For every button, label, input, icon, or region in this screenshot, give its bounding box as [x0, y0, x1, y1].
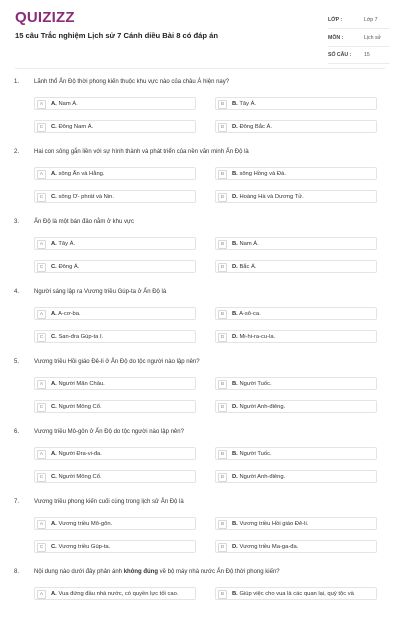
- answer-option-d[interactable]: [215, 190, 377, 203]
- option-text: [232, 544, 298, 550]
- question-text: Lãnh thổ Ấn Độ thời phong kiến thuộc khu vực nào của châu Á hiện nay?: [34, 79, 230, 85]
- question-number: 7.: [14, 499, 20, 505]
- option-text: [232, 194, 304, 200]
- answer-option-d[interactable]: [215, 400, 377, 413]
- meta-value: Lịch sử: [364, 34, 382, 41]
- option-text: [232, 521, 308, 527]
- meta-label: SỐ CÂU :: [328, 52, 352, 59]
- option-prefix: A.: [51, 101, 57, 107]
- answer-option-c[interactable]: [34, 470, 196, 483]
- option-letter-box: D: [218, 123, 227, 132]
- answer-option-d[interactable]: [215, 260, 377, 273]
- option-text: [232, 474, 285, 480]
- option-letter-box: D: [218, 403, 227, 412]
- option-value: Tây Á.: [58, 241, 76, 247]
- option-value: San-đra Gúp-ta I.: [58, 334, 104, 340]
- option-value: sông Ấn và Hằng.: [58, 171, 105, 177]
- question-number: 8.: [14, 569, 20, 575]
- question-text: Người sáng lập ra Vương triều Gúp-ta ở Ấn Độ là: [34, 289, 167, 295]
- option-value: Người Mông Cổ.: [58, 404, 102, 410]
- option-letter-box: A: [37, 100, 46, 109]
- answer-option-a[interactable]: [34, 237, 196, 250]
- meta-row-subject: [328, 32, 390, 47]
- option-prefix: A.: [51, 521, 57, 527]
- option-letter-box: B: [218, 380, 227, 389]
- option-prefix: C.: [51, 124, 57, 130]
- option-letter-box: D: [218, 473, 227, 482]
- option-letter-box: A: [37, 380, 46, 389]
- option-value: Người Tuốc.: [239, 381, 272, 387]
- question-number: 6.: [14, 429, 20, 435]
- question-item: [0, 496, 400, 566]
- option-text: [232, 591, 354, 597]
- option-letter-box: B: [218, 100, 227, 109]
- option-letter-box: B: [218, 170, 227, 179]
- option-letter-box: A: [37, 590, 46, 599]
- quizizz-logo[interactable]: QUIZIZZ: [15, 9, 75, 26]
- option-letter-box: A: [37, 310, 46, 319]
- option-prefix: B.: [232, 521, 238, 527]
- option-text: [51, 241, 75, 247]
- answer-option-b[interactable]: [215, 167, 377, 180]
- question-text-part: về bộ máy nhà nước Ấn Độ thời phong kiến?: [158, 569, 280, 575]
- question-text: Vương triều Mô-gôn ở Ấn Độ do tộc người nào lập nên?: [34, 429, 184, 435]
- answer-option-a[interactable]: [34, 97, 196, 110]
- option-value: Vương triều Hồi giáo Đê-li.: [239, 521, 309, 527]
- option-prefix: C.: [51, 334, 57, 340]
- option-value: Mi-hi-ra-cu-la.: [239, 334, 276, 340]
- option-letter-box: D: [218, 263, 227, 272]
- question-item: [0, 216, 400, 286]
- header-divider: [15, 68, 385, 69]
- option-text: [51, 521, 112, 527]
- option-value: sông Ơ- phrát và Nin.: [58, 194, 114, 200]
- option-letter-box: C: [37, 333, 46, 342]
- answer-option-d[interactable]: [215, 120, 377, 133]
- option-letter-box: D: [218, 543, 227, 552]
- option-text: [51, 101, 78, 107]
- option-value: Người Anh-điêng.: [239, 474, 286, 480]
- option-prefix: C.: [51, 544, 57, 550]
- worksheet-header: [0, 0, 400, 68]
- option-prefix: C.: [51, 264, 57, 270]
- option-letter-box: A: [37, 170, 46, 179]
- answer-option-b[interactable]: [215, 307, 377, 320]
- question-number: 5.: [14, 359, 20, 365]
- question-item: [0, 356, 400, 426]
- question-item: [0, 146, 400, 216]
- question-text: [34, 569, 384, 575]
- option-prefix: B.: [232, 381, 238, 387]
- option-value: Người Mãn Châu.: [58, 381, 105, 387]
- question-number: 2.: [14, 149, 20, 155]
- option-prefix: D.: [232, 544, 238, 550]
- option-value: Người Đra-vi-đa.: [58, 451, 102, 457]
- option-value: Đông Á.: [58, 264, 80, 270]
- answer-option-c[interactable]: [34, 190, 196, 203]
- option-letter-box: B: [218, 520, 227, 529]
- option-prefix: A.: [51, 241, 57, 247]
- answer-option-c[interactable]: [34, 260, 196, 273]
- answer-option-a[interactable]: [34, 447, 196, 460]
- option-letter-box: D: [218, 193, 227, 202]
- option-text: [51, 311, 81, 317]
- option-prefix: D.: [232, 124, 238, 130]
- option-text: [232, 311, 261, 317]
- option-text: [51, 474, 102, 480]
- option-letter-box: B: [218, 590, 227, 599]
- question-text: Vương triều Hồi giáo Đê-li ở Ấn Độ do tộc người nào lập nên?: [34, 359, 200, 365]
- option-prefix: A.: [51, 311, 57, 317]
- option-letter-box: A: [37, 520, 46, 529]
- option-prefix: C.: [51, 194, 57, 200]
- answer-option-d[interactable]: [215, 540, 377, 553]
- option-value: A-cơ-ba.: [58, 311, 81, 317]
- answer-option-c[interactable]: [34, 400, 196, 413]
- option-text: [51, 591, 178, 597]
- meta-panel: [328, 14, 390, 67]
- option-letter-box: B: [218, 310, 227, 319]
- option-text: [232, 241, 259, 247]
- option-letter-box: C: [37, 123, 46, 132]
- option-value: Giúp việc cho vua là các quan lại, quý tộc và: [239, 591, 354, 597]
- option-text: [51, 404, 102, 410]
- option-prefix: A.: [51, 381, 57, 387]
- question-text: Vương triều phong kiến cuối cùng trong lịch sử Ấn Độ là: [34, 499, 184, 505]
- option-letter-box: A: [37, 450, 46, 459]
- option-text: [51, 451, 102, 457]
- option-value: Người Mông Cổ.: [58, 474, 102, 480]
- option-letter-box: C: [37, 193, 46, 202]
- option-letter-box: B: [218, 450, 227, 459]
- option-value: Hoàng Hà và Dương Tử.: [239, 194, 304, 200]
- option-prefix: B.: [232, 591, 238, 597]
- question-text-part: Nội dung nào dưới đây phản ánh: [34, 569, 124, 575]
- option-value: Đông Nam Á.: [58, 124, 94, 130]
- option-prefix: A.: [51, 591, 57, 597]
- option-prefix: D.: [232, 474, 238, 480]
- answer-option-c[interactable]: [34, 120, 196, 133]
- option-text: [51, 264, 79, 270]
- option-prefix: D.: [232, 334, 238, 340]
- option-text: [51, 194, 114, 200]
- answer-option-b[interactable]: [215, 237, 377, 250]
- option-prefix: C.: [51, 404, 57, 410]
- question-list: [0, 76, 400, 636]
- option-prefix: D.: [232, 194, 238, 200]
- option-value: Bắc Á.: [239, 264, 257, 270]
- option-letter-box: A: [37, 240, 46, 249]
- option-text: [51, 334, 103, 340]
- option-value: Vua đứng đầu nhà nước, có quyền lực tối cao.: [58, 591, 179, 597]
- option-text: [232, 334, 275, 340]
- answer-option-c[interactable]: [34, 330, 196, 343]
- answer-option-b[interactable]: [215, 377, 377, 390]
- answer-option-b[interactable]: [215, 97, 377, 110]
- option-prefix: A.: [51, 451, 57, 457]
- option-value: Nam Á.: [239, 241, 259, 247]
- option-text: [232, 171, 286, 177]
- option-value: Người Tuốc.: [239, 451, 272, 457]
- option-value: sông Hồng và Đà.: [239, 171, 286, 177]
- answer-option-a[interactable]: [34, 517, 196, 530]
- question-number: 4.: [14, 289, 20, 295]
- answer-option-a[interactable]: [34, 587, 196, 600]
- page-title: 15 câu Trắc nghiệm Lịch sử 7 Cánh diều Bài 8 có đáp án: [15, 31, 218, 40]
- option-prefix: B.: [232, 451, 238, 457]
- meta-label: LỚP :: [328, 17, 343, 23]
- option-value: Tây Á.: [239, 101, 257, 107]
- option-letter-box: C: [37, 543, 46, 552]
- answer-option-d[interactable]: [215, 470, 377, 483]
- meta-label: MÔN :: [328, 34, 344, 41]
- option-value: A-sô-ca.: [239, 311, 261, 317]
- answer-option-d[interactable]: [215, 330, 377, 343]
- option-text: [51, 171, 105, 177]
- option-text: [51, 544, 110, 550]
- option-value: Nam Á.: [58, 101, 78, 107]
- option-text: [232, 124, 272, 130]
- option-text: [232, 381, 272, 387]
- answer-option-a[interactable]: [34, 377, 196, 390]
- question-number: 3.: [14, 219, 20, 225]
- option-prefix: B.: [232, 171, 238, 177]
- option-letter-box: C: [37, 263, 46, 272]
- question-item: [0, 566, 400, 636]
- option-text: [232, 264, 257, 270]
- question-number: 1.: [14, 79, 20, 85]
- option-letter-box: B: [218, 240, 227, 249]
- answer-option-b[interactable]: [215, 447, 377, 460]
- option-value: Vương triều Gúp-ta.: [58, 544, 111, 550]
- option-letter-box: D: [218, 333, 227, 342]
- option-prefix: D.: [232, 404, 238, 410]
- option-text: [232, 451, 272, 457]
- option-prefix: D.: [232, 264, 238, 270]
- question-item: [0, 426, 400, 496]
- meta-row-class: [328, 14, 390, 29]
- option-text: [51, 124, 93, 130]
- option-letter-box: C: [37, 403, 46, 412]
- option-prefix: A.: [51, 171, 57, 177]
- answer-option-b[interactable]: [215, 517, 377, 530]
- option-prefix: B.: [232, 241, 238, 247]
- meta-value: Lớp 7: [364, 17, 378, 23]
- question-item: [0, 286, 400, 356]
- answer-option-b[interactable]: [215, 587, 377, 600]
- option-value: Người Anh-điêng.: [239, 404, 286, 410]
- question-text: Hai con sông gắn liền với sự hình thành và phát triển của nền văn minh Ấn Độ là: [34, 149, 249, 155]
- answer-option-a[interactable]: [34, 307, 196, 320]
- question-text: Ấn Độ là một bán đảo nằm ở khu vực: [34, 219, 135, 225]
- option-value: Vương triều Ma-ga-đa.: [239, 544, 299, 550]
- option-prefix: B.: [232, 101, 238, 107]
- option-value: Đông Bắc Á.: [239, 124, 272, 130]
- answer-option-c[interactable]: [34, 540, 196, 553]
- option-text: [232, 101, 256, 107]
- meta-row-count: [328, 49, 390, 64]
- answer-option-a[interactable]: [34, 167, 196, 180]
- option-text: [232, 404, 285, 410]
- question-item: [0, 76, 400, 146]
- option-prefix: C.: [51, 474, 57, 480]
- option-letter-box: C: [37, 473, 46, 482]
- option-value: Vương triều Mô-gôn.: [58, 521, 113, 527]
- option-text: [51, 381, 105, 387]
- question-text-emphasis: không đúng: [123, 569, 159, 575]
- option-prefix: B.: [232, 311, 238, 317]
- meta-value: 15: [364, 52, 370, 59]
